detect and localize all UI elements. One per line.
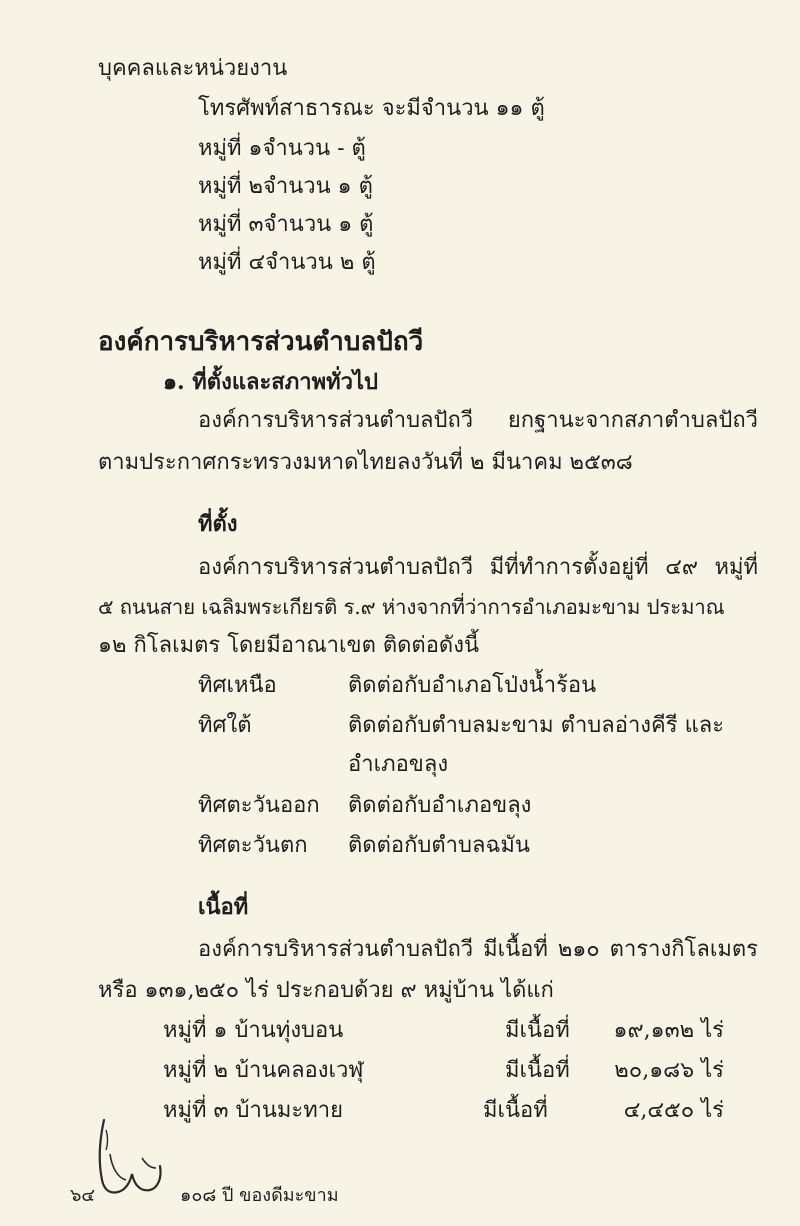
area-line-2: หรือ ๑๓๑,๒๕๐ ไร่ ประกอบด้วย ๙ หมู่บ้าน ได้แก่ xyxy=(98,978,554,1003)
border-dir: ทิศเหนือ xyxy=(198,673,277,698)
area-word: มีเนื้อที่ xyxy=(483,937,548,962)
location-word: มีที่ทำการตั้งอยู่ที่ xyxy=(489,555,649,580)
area-title: เนื้อที่ xyxy=(198,894,249,920)
intro-word: องค์การบริหารส่วนตำบลปัถวี xyxy=(198,408,474,433)
location-line-3: ๑๒ กิโลเมตร โดยมีอาณาเขต ติดต่อดังนี้ xyxy=(98,633,480,658)
area-row-value: ๑๙,๑๓๒ ไร่ xyxy=(613,1018,724,1043)
area-word: องค์การบริหารส่วนตำบลปัถวี xyxy=(198,937,474,962)
area-row-value: ๔,๔๕๐ ไร่ xyxy=(623,1098,724,1123)
location-word: องค์การบริหารส่วนตำบลปัถวี xyxy=(198,555,474,580)
page-number: ๖๔ xyxy=(70,1185,96,1206)
intro-word: ยกฐานะจากสภาตำบลปัถวี xyxy=(507,408,758,433)
sub-heading: ๑. ที่ตั้งและสภาพทั่วไป xyxy=(163,369,378,395)
border-dir: ทิศตะวันตก xyxy=(198,833,308,858)
location-line-2: ๕ ถนนสาย เฉลิมพระเกียรติ ร.๙ ห่างจากที่ว่าการอำเภอมะขาม ประมาณ xyxy=(98,595,725,619)
top-heading: บุคคลและหน่วยงาน xyxy=(98,56,288,81)
border-desc: ติดต่อกับอำเภอขลุง xyxy=(348,793,532,818)
area-row-value: ๒๐,๑๘๖ ไร่ xyxy=(614,1058,724,1083)
location-title: ที่ตั้ง xyxy=(198,511,238,537)
area-line-1 xyxy=(198,935,758,965)
village-phone-4: หมู่ที่ ๔จำนวน ๒ ตู้ xyxy=(198,250,376,275)
area-word: ตารางกิโลเมตร xyxy=(609,937,758,962)
location-word: ๔๙ xyxy=(665,555,698,580)
area-row-label: มีเนื้อที่ xyxy=(483,1098,548,1123)
border-desc: ติดต่อกับตำบลฉมัน xyxy=(348,833,530,858)
phone-line: โทรศัพท์สาธารณะ จะมีจำนวน ๑๑ ตู้ xyxy=(198,96,545,121)
village-phone-3: หมู่ที่ ๓จำนวน ๑ ตู้ xyxy=(198,212,374,237)
location-line-1 xyxy=(198,553,758,583)
border-dir: ทิศตะวันออก xyxy=(198,793,320,818)
section-title: องค์การบริหารส่วนตำบลปัถวี xyxy=(98,327,424,357)
border-desc-cont: อำเภอขลุง xyxy=(348,752,449,777)
border-desc: ติดต่อกับตำบลมะขาม ตำบลอ่างคีรี และ xyxy=(348,713,725,738)
border-dir: ทิศใต้ xyxy=(198,713,252,738)
area-row-label: มีเนื้อที่ xyxy=(505,1058,570,1083)
village-phone-2: หมู่ที่ ๒จำนวน ๑ ตู้ xyxy=(198,174,373,199)
book-title: ๑๐๘ ปี ของดีมะขาม xyxy=(180,1185,339,1206)
location-word: หมู่ที่ xyxy=(714,555,758,580)
area-row-moo: หมู่ที่ ๓ บ้านมะทาย xyxy=(163,1098,343,1123)
area-row-moo: หมู่ที่ ๑ บ้านทุ่งบอน xyxy=(163,1018,344,1043)
village-phone-1: หมู่ที่ ๑จำนวน - ตู้ xyxy=(198,136,366,161)
area-row-label: มีเนื้อที่ xyxy=(505,1018,570,1043)
book-logo-icon xyxy=(96,1118,166,1200)
intro-line-1 xyxy=(198,406,758,436)
border-desc: ติดต่อกับอำเภอโป่งน้ำร้อน xyxy=(348,673,597,698)
area-row-moo: หมู่ที่ ๒ บ้านคลองเวฬุ xyxy=(163,1058,364,1083)
intro-line-2: ตามประกาศกระทรวงมหาดไทยลงวันที่ ๒ มีนาคม ๒๕๓๘ xyxy=(98,450,633,475)
area-word: ๒๑๐ xyxy=(557,937,600,962)
